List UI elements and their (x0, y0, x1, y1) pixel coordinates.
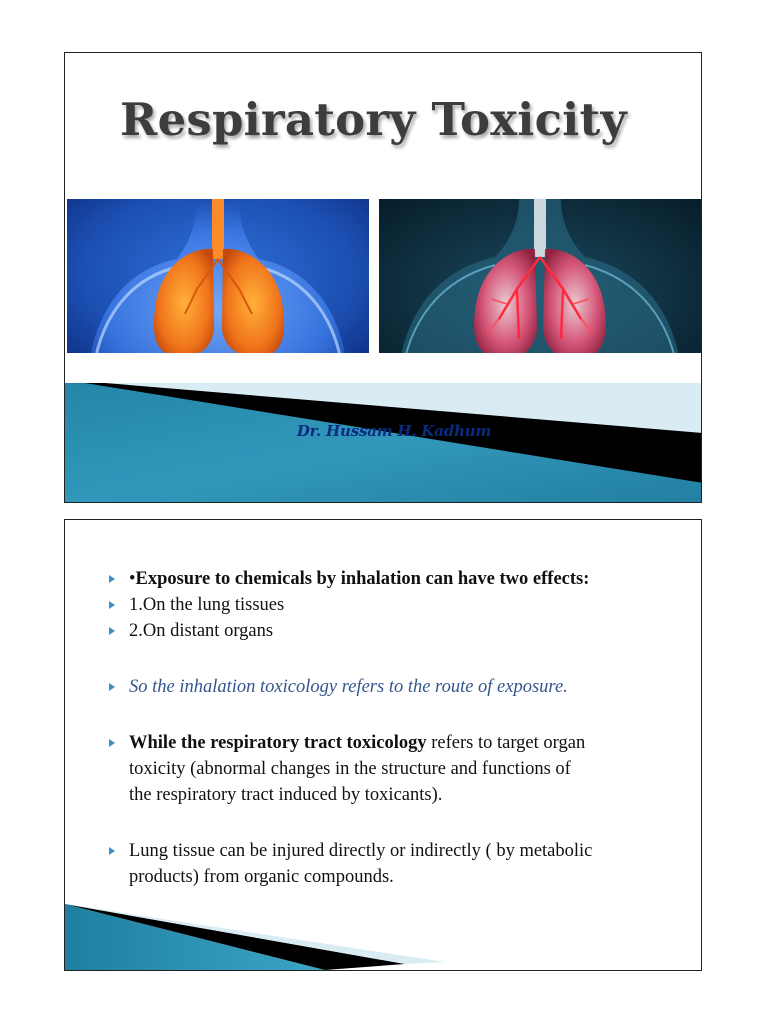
arrow-bullet-icon (109, 601, 115, 609)
content-slide (64, 519, 702, 971)
bullet-text: refers to target organ (426, 733, 586, 753)
arrow-bullet-icon (109, 739, 115, 747)
bullet-text: 2.On distant organs (129, 621, 274, 641)
bullet-text: Exposure to chemicals by inhalation can have two effects: (135, 569, 590, 589)
bullet-prefix: • (129, 569, 136, 589)
bullet-item-lung-tissues (109, 592, 699, 618)
author-name: Dr. Hussam H. Kadhum (296, 422, 492, 440)
bullet-item-respiratory-tract (109, 730, 699, 808)
bullet-text: Lung tissue can be injured directly or indirectly ( by metabolic (129, 841, 593, 861)
slide-title: Respiratory Toxicity (120, 93, 627, 146)
bullet-text: 1.On the lung tissues (129, 595, 285, 615)
bullet-bold-text: While the respiratory tract toxicology (129, 733, 427, 753)
bullet-text: So the inhalation toxicology refers to the route of exposure. (129, 677, 568, 697)
bullet-item-effects (109, 566, 699, 592)
arrow-bullet-icon (109, 847, 115, 855)
bullet-list (109, 566, 699, 890)
title-slide (64, 52, 702, 503)
bullet-text: the respiratory tract induced by toxicants). (129, 785, 443, 805)
bullet-text: products) from organic compounds. (129, 867, 394, 887)
bullet-text: toxicity (abnormal changes in the structure and functions of (129, 759, 571, 779)
bullet-item-distant-organs (109, 618, 699, 644)
arrow-bullet-icon (109, 683, 115, 691)
bullet-item-inhalation (109, 674, 699, 700)
arrow-bullet-icon (109, 575, 115, 583)
arrow-bullet-icon (109, 627, 115, 635)
bullet-item-lung-injury (109, 838, 699, 890)
decorative-corner (65, 890, 702, 970)
